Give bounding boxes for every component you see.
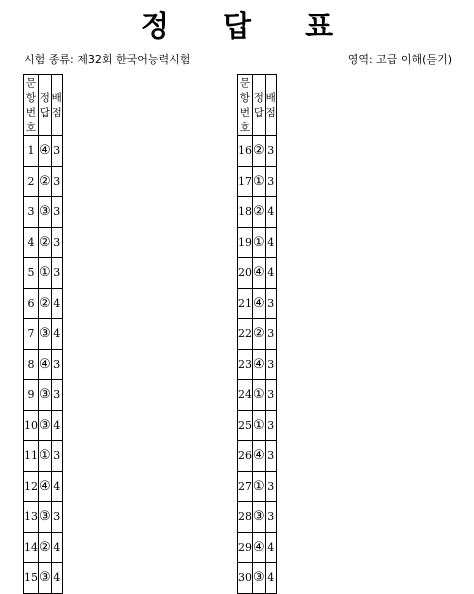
answer-cell: ④ [253,349,266,380]
score-cell: 4 [265,532,276,563]
answer-cell: ① [253,380,266,411]
question-number-cell: 11 [24,441,39,472]
score-cell: 3 [51,349,62,380]
answer-cell: ① [253,166,266,197]
answer-table-right [237,74,277,594]
score-cell: 3 [265,380,276,411]
score-cell: 4 [51,319,62,350]
score-cell: 3 [265,441,276,472]
score-cell: 3 [265,471,276,502]
answer-cell: ④ [253,532,266,563]
table-row [238,319,277,350]
score-cell: 3 [51,166,62,197]
question-number-cell: 5 [24,258,39,289]
score-cell: 3 [51,380,62,411]
table-row [24,410,63,441]
table-row [24,349,63,380]
answer-header: 정 답 [39,75,52,136]
score-cell: 3 [51,136,62,167]
answer-cell: ② [39,288,52,319]
score-cell: 4 [51,288,62,319]
score-cell: 4 [51,532,62,563]
score-cell: 4 [265,563,276,594]
question-number-cell: 3 [24,197,39,228]
table-row [24,471,63,502]
table-row [24,563,63,594]
table-row [24,258,63,289]
table-row [24,288,63,319]
score-cell: 3 [265,166,276,197]
table-row [24,532,63,563]
question-number-cell: 20 [238,258,253,289]
table-row [24,136,63,167]
answer-cell: ③ [39,563,52,594]
score-cell: 3 [265,502,276,533]
answer-cell: ② [39,532,52,563]
question-number-cell: 18 [238,197,253,228]
question-number-cell: 29 [238,532,253,563]
answer-cell: ③ [253,563,266,594]
table-row [24,380,63,411]
table-row [24,166,63,197]
question-number-cell: 24 [238,380,253,411]
table-row [238,532,277,563]
exam-type-label: 시험 종류: 제32회 한국어능력시험 [24,53,191,66]
answer-cell: ① [39,441,52,472]
table-row [238,227,277,258]
answer-cell: ④ [253,258,266,289]
table-row [24,441,63,472]
question-number-cell: 13 [24,502,39,533]
answer-cell: ① [253,471,266,502]
answer-cell: ① [253,227,266,258]
question-number-cell: 23 [238,349,253,380]
table-header-row [24,75,63,136]
score-cell: 3 [51,258,62,289]
question-number-cell: 8 [24,349,39,380]
table-row [238,197,277,228]
answer-cell: ④ [39,349,52,380]
answer-cell: ③ [39,410,52,441]
table-row [238,502,277,533]
question-number-cell: 28 [238,502,253,533]
answer-table-left [23,74,63,594]
exam-info-line [24,51,452,69]
score-header: 배 점 [51,75,62,136]
score-cell: 4 [51,471,62,502]
table-row [238,380,277,411]
question-number-cell: 22 [238,319,253,350]
answer-cell: ③ [39,380,52,411]
table-row [238,136,277,167]
exam-area-label: 영역: 고급 이해(듣기) [347,53,452,66]
question-number-cell: 6 [24,288,39,319]
score-cell: 3 [265,349,276,380]
page-title: 정 답 표 [140,9,356,43]
answer-cell: ④ [39,471,52,502]
score-cell: 3 [51,502,62,533]
question-number-cell: 9 [24,380,39,411]
answer-cell: ④ [39,136,52,167]
answer-cell: ③ [39,197,52,228]
score-cell: 4 [51,563,62,594]
question-number-cell: 19 [238,227,253,258]
table-row [238,563,277,594]
score-cell: 3 [265,319,276,350]
score-cell: 3 [51,197,62,228]
score-cell: 4 [51,410,62,441]
answer-cell: ② [253,136,266,167]
score-header: 배 점 [265,75,276,136]
score-cell: 4 [265,227,276,258]
score-cell: 4 [265,197,276,228]
score-cell: 3 [265,410,276,441]
answer-cell: ② [39,166,52,197]
answer-cell: ③ [39,502,52,533]
table-row [24,319,63,350]
question-number-cell: 7 [24,319,39,350]
table-row [238,441,277,472]
question-number-cell: 17 [238,166,253,197]
score-cell: 3 [265,136,276,167]
question-number-cell: 27 [238,471,253,502]
question-number-header: 문항번호 [238,75,253,136]
question-number-cell: 30 [238,563,253,594]
table-row [238,288,277,319]
score-cell: 3 [51,441,62,472]
question-number-cell: 4 [24,227,39,258]
question-number-header: 문항번호 [24,75,39,136]
table-row [24,227,63,258]
table-row [24,502,63,533]
question-number-cell: 26 [238,441,253,472]
score-cell: 3 [51,227,62,258]
answer-cell: ② [253,319,266,350]
answer-header: 정 답 [253,75,266,136]
answer-cell: ④ [253,288,266,319]
table-row [238,410,277,441]
question-number-cell: 15 [24,563,39,594]
question-number-cell: 21 [238,288,253,319]
table-row [238,349,277,380]
table-row [238,471,277,502]
question-number-cell: 25 [238,410,253,441]
table-row [238,166,277,197]
score-cell: 3 [265,288,276,319]
answer-cell: ① [253,410,266,441]
answer-cell: ④ [253,441,266,472]
question-number-cell: 10 [24,410,39,441]
table-row [238,258,277,289]
table-header-row [238,75,277,136]
score-cell: 4 [265,258,276,289]
answer-cell: ③ [253,502,266,533]
question-number-cell: 2 [24,166,39,197]
question-number-cell: 1 [24,136,39,167]
answer-cell: ① [39,258,52,289]
question-number-cell: 16 [238,136,253,167]
answer-cell: ② [39,227,52,258]
question-number-cell: 14 [24,532,39,563]
table-row [24,197,63,228]
answer-cell: ② [253,197,266,228]
answer-cell: ③ [39,319,52,350]
question-number-cell: 12 [24,471,39,502]
